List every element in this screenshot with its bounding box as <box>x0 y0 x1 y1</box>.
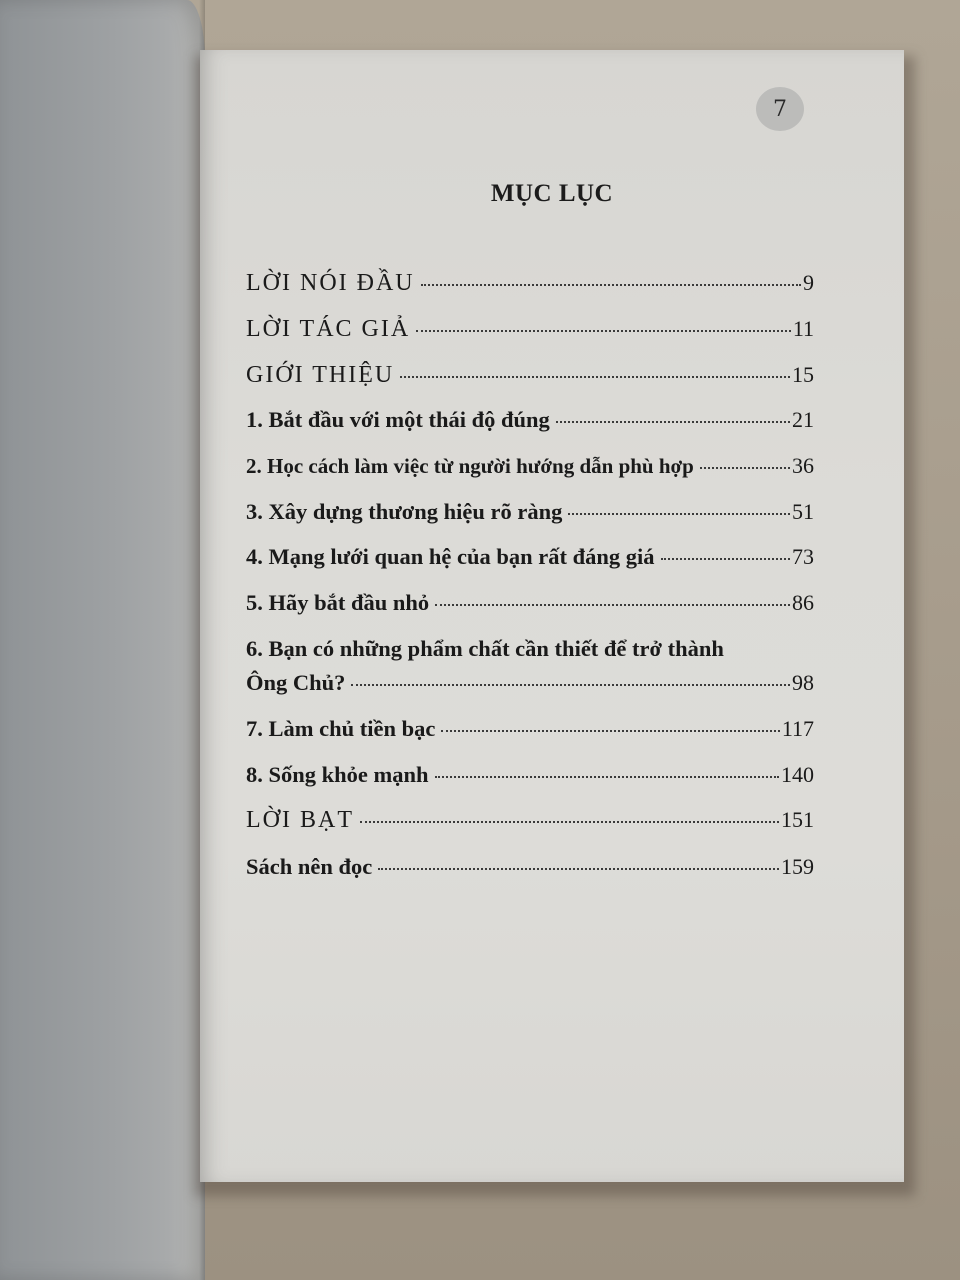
toc-entry-chapter-6[interactable] <box>246 670 814 696</box>
page-number-badge <box>756 87 804 131</box>
toc-entry-page: 21 <box>792 407 814 432</box>
toc-entry-chapter-2[interactable] <box>246 453 814 479</box>
leader-dots <box>378 868 779 870</box>
toc-entry-label: 8. Sống khỏe mạnh <box>246 762 429 787</box>
page-number: 7 <box>773 96 787 122</box>
toc-entry-page: 98 <box>792 670 814 695</box>
toc-entry-label: GIỚI THIỆU <box>246 362 395 388</box>
toc-title: MỤC LỤC <box>490 180 614 207</box>
toc-entry-page: 11 <box>792 316 814 341</box>
leader-dots <box>360 821 779 823</box>
toc-entry-page: 117 <box>781 716 814 741</box>
toc-entry-loi-bat[interactable] <box>246 807 814 834</box>
toc-entry-chapter-8[interactable] <box>246 762 814 788</box>
leader-dots <box>400 376 790 378</box>
left-facing-page <box>0 0 205 1280</box>
toc-entry-label: Sách nên đọc <box>246 854 373 879</box>
toc-entry-page: 159 <box>781 854 814 879</box>
toc-entry-page: 51 <box>792 499 814 524</box>
toc-entry-page: 151 <box>781 807 814 832</box>
toc-entry-label: LỜI NÓI ĐẦU <box>246 270 415 296</box>
toc-entry-label: 7. Làm chủ tiền bạc <box>246 716 436 741</box>
leader-dots <box>416 330 791 332</box>
toc-entry-page: 36 <box>792 453 814 478</box>
toc-entry-label: Ông Chủ? <box>246 670 346 695</box>
toc-entry-label: 2. Học cách làm việc từ người hướng dẫn phù hợp <box>246 454 694 478</box>
toc-entry-sach-nen-doc[interactable] <box>246 854 814 880</box>
toc-entry-page: 9 <box>803 270 814 295</box>
leader-dots <box>700 467 790 469</box>
leader-dots <box>435 604 790 606</box>
toc-entry-page: 73 <box>792 544 814 569</box>
leader-dots <box>421 284 801 286</box>
toc-entry-page: 86 <box>792 590 814 615</box>
leader-dots <box>351 684 790 686</box>
leader-dots <box>435 776 779 778</box>
toc-entry-label: 1. Bắt đầu với một thái độ đúng <box>246 407 550 432</box>
toc-entry-chapter-4[interactable] <box>246 544 814 570</box>
toc-entry-label: LỜI BẠT <box>246 807 354 833</box>
toc-entry-label: 3. Xây dựng thương hiệu rõ ràng <box>246 499 563 524</box>
toc-entry-chapter-6-line1[interactable]: 6. Bạn có những phẩm chất cần thiết để trở thành <box>246 636 724 661</box>
toc-entry-label: LỜI TÁC GIẢ <box>246 316 411 342</box>
book-page <box>200 50 904 1182</box>
toc-entry-page: 15 <box>792 362 814 387</box>
leader-dots <box>661 558 790 560</box>
toc-entry-label: 4. Mạng lưới quan hệ của bạn rất đáng giá <box>246 544 655 569</box>
toc-entry-chapter-3[interactable] <box>246 499 814 525</box>
toc-entry-chapter-5[interactable] <box>246 590 814 616</box>
toc-entry-loi-noi-dau[interactable] <box>246 270 814 297</box>
toc-entry-chapter-1[interactable] <box>246 407 814 433</box>
toc-entry-label: 5. Hãy bắt đầu nhỏ <box>246 590 430 615</box>
toc-entry-page: 140 <box>781 762 814 787</box>
toc-entry-chapter-7[interactable] <box>246 716 814 742</box>
toc-entry-gioi-thieu[interactable] <box>246 362 814 389</box>
leader-dots <box>441 730 779 732</box>
leader-dots <box>568 513 790 515</box>
leader-dots <box>556 421 790 423</box>
toc-entry-loi-tac-gia[interactable] <box>246 316 814 343</box>
